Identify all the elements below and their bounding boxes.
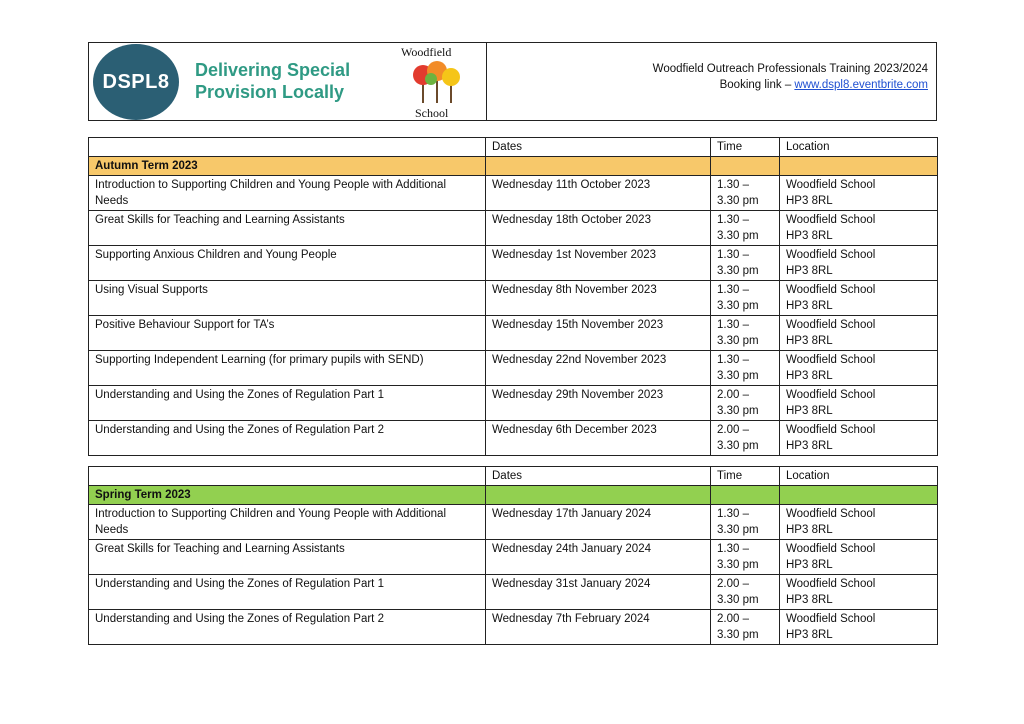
location-cell-line-2: HP3 8RL xyxy=(786,335,833,347)
location-cell-line-2: HP3 8RL xyxy=(786,524,833,536)
date-cell: Wednesday 8th November 2023 xyxy=(486,281,711,316)
time-cell-line-1: 1.30 – xyxy=(717,249,749,261)
table-row xyxy=(89,351,938,386)
location-cell-line-1: Woodfield School xyxy=(786,249,876,261)
date-cell: Wednesday 18th October 2023 xyxy=(486,211,711,246)
course-cell: Understanding and Using the Zones of Regulation Part 2 xyxy=(89,421,486,456)
location-cell-line-1: Woodfield School xyxy=(786,284,876,296)
time-cell-line-2: 3.30 pm xyxy=(717,559,759,571)
course-cell: Understanding and Using the Zones of Regulation Part 1 xyxy=(89,386,486,421)
time-cell-line-1: 2.00 – xyxy=(717,424,749,436)
location-cell-line-1: Woodfield School xyxy=(786,179,876,191)
table-header-row xyxy=(89,467,938,486)
table-row xyxy=(89,246,938,281)
header-cell-dates: Dates xyxy=(486,138,711,157)
date-cell: Wednesday 7th February 2024 xyxy=(486,610,711,645)
time-cell-line-2: 3.30 pm xyxy=(717,265,759,277)
term-label: Spring Term 2023 xyxy=(89,486,486,505)
time-cell-line-2: 3.30 pm xyxy=(717,300,759,312)
table-row xyxy=(89,540,938,575)
location-cell xyxy=(780,610,938,645)
time-cell-line-1: 1.30 – xyxy=(717,214,749,226)
term-row-autumn xyxy=(89,157,938,176)
location-cell-line-1: Woodfield School xyxy=(786,543,876,555)
time-cell xyxy=(711,316,780,351)
time-cell xyxy=(711,351,780,386)
time-cell xyxy=(711,176,780,211)
course-cell: Great Skills for Teaching and Learning Assistants xyxy=(89,540,486,575)
table-row xyxy=(89,505,938,540)
table-row xyxy=(89,316,938,351)
time-cell-line-1: 1.30 – xyxy=(717,179,749,191)
time-cell-line-1: 2.00 – xyxy=(717,389,749,401)
booking-label: Booking link – xyxy=(719,79,795,91)
header-logos xyxy=(89,43,487,120)
date-cell: Wednesday 6th December 2023 xyxy=(486,421,711,456)
header-cell-time: Time xyxy=(711,467,780,486)
course-cell: Supporting Anxious Children and Young People xyxy=(89,246,486,281)
term-cell xyxy=(711,486,780,505)
date-cell: Wednesday 24th January 2024 xyxy=(486,540,711,575)
location-cell-line-2: HP3 8RL xyxy=(786,405,833,417)
location-cell-line-2: HP3 8RL xyxy=(786,440,833,452)
time-cell-line-2: 3.30 pm xyxy=(717,440,759,452)
course-cell: Using Visual Supports xyxy=(89,281,486,316)
location-cell-line-2: HP3 8RL xyxy=(786,594,833,606)
school-logo-word-2: School xyxy=(415,106,449,120)
time-cell-line-1: 2.00 – xyxy=(717,613,749,625)
header-cell-course xyxy=(89,138,486,157)
time-cell xyxy=(711,386,780,421)
header-cell-time: Time xyxy=(711,138,780,157)
course-cell: Supporting Independent Learning (for primary pupils with SEND) xyxy=(89,351,486,386)
header-text xyxy=(653,61,928,93)
location-cell xyxy=(780,246,938,281)
location-cell-line-1: Woodfield School xyxy=(786,389,876,401)
table-row xyxy=(89,211,938,246)
time-cell-line-2: 3.30 pm xyxy=(717,335,759,347)
trees-icon xyxy=(409,59,465,107)
dspl8-tagline xyxy=(195,59,350,103)
time-cell xyxy=(711,281,780,316)
course-cell: Understanding and Using the Zones of Regulation Part 2 xyxy=(89,610,486,645)
term-row-spring xyxy=(89,486,938,505)
date-cell: Wednesday 15th November 2023 xyxy=(486,316,711,351)
date-cell: Wednesday 1st November 2023 xyxy=(486,246,711,281)
course-cell: Great Skills for Teaching and Learning Assistants xyxy=(89,211,486,246)
table-row xyxy=(89,421,938,456)
term-cell xyxy=(486,157,711,176)
time-cell-line-1: 1.30 – xyxy=(717,319,749,331)
page-header xyxy=(88,42,937,121)
location-cell xyxy=(780,281,938,316)
location-cell-line-2: HP3 8RL xyxy=(786,195,833,207)
time-cell-line-2: 3.30 pm xyxy=(717,370,759,382)
term-cell xyxy=(780,157,938,176)
header-cell-location: Location xyxy=(780,138,938,157)
school-logo-word-1: Woodfield xyxy=(401,45,452,59)
time-cell-line-2: 3.30 pm xyxy=(717,230,759,242)
location-cell-line-2: HP3 8RL xyxy=(786,300,833,312)
time-cell xyxy=(711,246,780,281)
location-cell xyxy=(780,316,938,351)
location-cell-line-1: Woodfield School xyxy=(786,424,876,436)
term-cell xyxy=(780,486,938,505)
date-cell: Wednesday 31st January 2024 xyxy=(486,575,711,610)
location-cell-line-1: Woodfield School xyxy=(786,578,876,590)
table-row xyxy=(89,176,938,211)
header-cell-course xyxy=(89,467,486,486)
location-cell-line-2: HP3 8RL xyxy=(786,629,833,641)
term-cell xyxy=(486,486,711,505)
location-cell xyxy=(780,505,938,540)
location-cell xyxy=(780,421,938,456)
dspl8-logo: DSPL8 xyxy=(93,44,179,120)
location-cell xyxy=(780,176,938,211)
time-cell-line-2: 3.30 pm xyxy=(717,524,759,536)
location-cell-line-2: HP3 8RL xyxy=(786,559,833,571)
booking-line xyxy=(653,77,928,93)
time-cell-line-2: 3.30 pm xyxy=(717,594,759,606)
table-row xyxy=(89,281,938,316)
time-cell xyxy=(711,575,780,610)
header-cell-location: Location xyxy=(780,467,938,486)
time-cell-line-2: 3.30 pm xyxy=(717,405,759,417)
location-cell-line-2: HP3 8RL xyxy=(786,370,833,382)
course-cell: Understanding and Using the Zones of Regulation Part 1 xyxy=(89,575,486,610)
time-cell xyxy=(711,505,780,540)
location-cell-line-2: HP3 8RL xyxy=(786,265,833,277)
page-title: Woodfield Outreach Professionals Training 2023/2024 xyxy=(652,63,928,75)
course-cell: Introduction to Supporting Children and Young People with Additional Needs xyxy=(89,176,486,211)
location-cell xyxy=(780,386,938,421)
spring-term-table xyxy=(88,466,938,645)
autumn-term-table xyxy=(88,137,938,456)
time-cell-line-2: 3.30 pm xyxy=(717,629,759,641)
location-cell-line-2: HP3 8RL xyxy=(786,230,833,242)
table-header-row xyxy=(89,138,938,157)
header-info xyxy=(487,43,936,120)
time-cell xyxy=(711,211,780,246)
course-cell: Introduction to Supporting Children and Young People with Additional Needs xyxy=(89,505,486,540)
time-cell-line-1: 1.30 – xyxy=(717,284,749,296)
time-cell-line-2: 3.30 pm xyxy=(717,195,759,207)
date-cell: Wednesday 11th October 2023 xyxy=(486,176,711,211)
time-cell-line-1: 1.30 – xyxy=(717,508,749,520)
tagline-line-2: Provision Locally xyxy=(195,82,345,102)
header-cell-dates: Dates xyxy=(486,467,711,486)
table-row xyxy=(89,575,938,610)
booking-link[interactable]: www.dspl8.eventbrite.com xyxy=(794,79,928,91)
time-cell-line-1: 2.00 – xyxy=(717,578,749,590)
tagline-line-1: Delivering Special xyxy=(195,60,351,80)
course-cell: Positive Behaviour Support for TA’s xyxy=(89,316,486,351)
location-cell-line-1: Woodfield School xyxy=(786,508,876,520)
location-cell-line-1: Woodfield School xyxy=(786,319,876,331)
time-cell-line-1: 1.30 – xyxy=(717,354,749,366)
location-cell-line-1: Woodfield School xyxy=(786,214,876,226)
date-cell: Wednesday 17th January 2024 xyxy=(486,505,711,540)
time-cell-line-1: 1.30 – xyxy=(717,543,749,555)
location-cell-line-1: Woodfield School xyxy=(786,354,876,366)
date-cell: Wednesday 22nd November 2023 xyxy=(486,351,711,386)
location-cell xyxy=(780,575,938,610)
location-cell xyxy=(780,351,938,386)
location-cell xyxy=(780,540,938,575)
term-label: Autumn Term 2023 xyxy=(89,157,486,176)
table-row xyxy=(89,610,938,645)
location-cell-line-1: Woodfield School xyxy=(786,613,876,625)
term-cell xyxy=(711,157,780,176)
woodfield-school-logo xyxy=(395,45,479,121)
time-cell xyxy=(711,540,780,575)
location-cell xyxy=(780,211,938,246)
date-cell: Wednesday 29th November 2023 xyxy=(486,386,711,421)
time-cell xyxy=(711,610,780,645)
time-cell xyxy=(711,421,780,456)
table-row xyxy=(89,386,938,421)
